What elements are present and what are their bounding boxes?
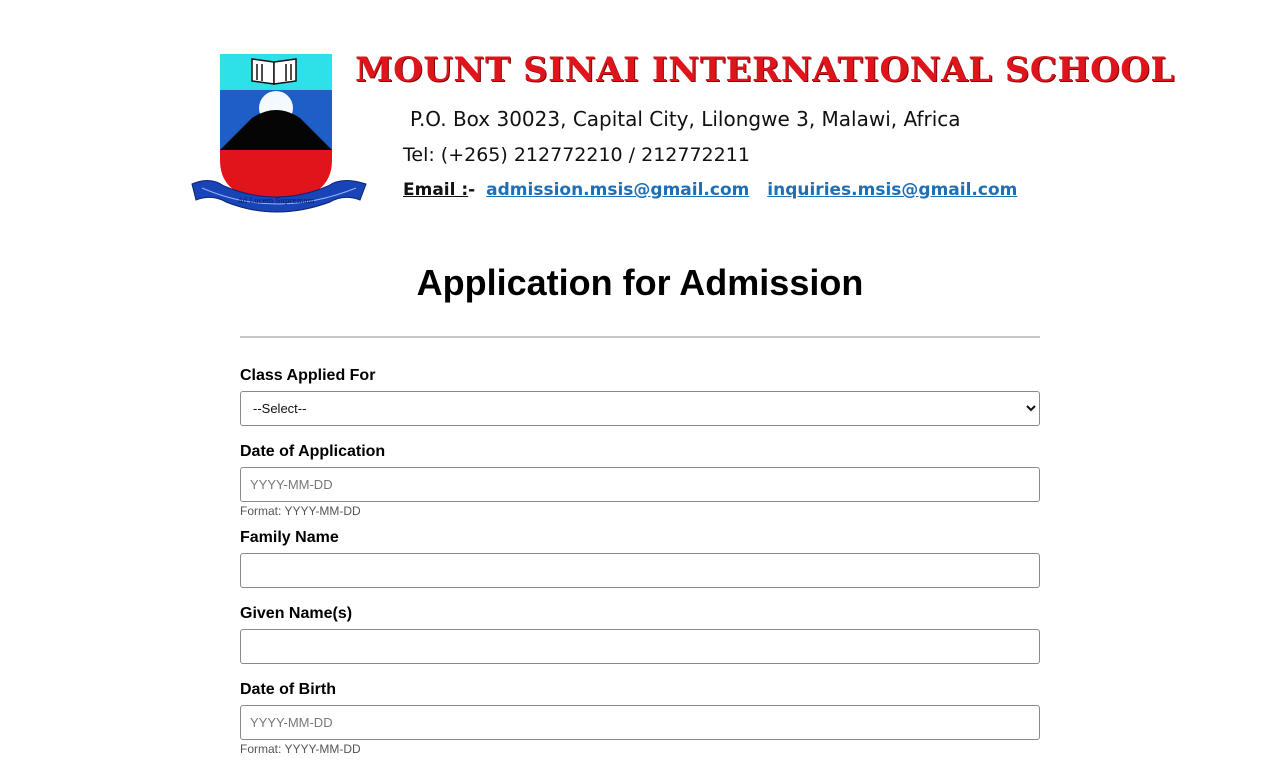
given-names-label: Given Name(s) [240,605,353,622]
divider [240,336,1040,338]
inquiries-email-link[interactable]: inquiries.msis@gmail.com [767,180,1018,200]
given-names-field [240,604,1040,664]
date-of-application-field [240,442,1040,518]
school-name: MOUNT SINAI INTERNATIONAL SCHOOL [355,50,1175,90]
class-applied-select[interactable] [240,391,1040,426]
admission-form [240,366,1040,766]
date-of-application-input[interactable] [240,467,1040,502]
class-applied-label: Class Applied For [240,367,376,384]
family-name-field [240,528,1040,588]
date-of-birth-input[interactable] [240,705,1040,740]
admission-email-link[interactable]: admission.msis@gmail.com [486,180,750,200]
date-of-application-label: Date of Application [240,443,386,460]
class-applied-field [240,366,1040,426]
open-book-icon [252,59,296,84]
email-separator: - [468,180,476,200]
family-name-input[interactable] [240,553,1040,588]
email-label: Email : [403,180,469,200]
date-of-birth-label: Date of Birth [240,681,336,698]
school-crest-logo [190,50,368,212]
crest-motto: Ad Lucem Supremam [237,197,315,205]
date-of-birth-hint: Format: YYYY-MM-DD [240,742,361,756]
school-address: P.O. Box 30023, Capital City, Lilongwe 3, Malawi, Africa [410,107,961,131]
email-row [403,180,1017,200]
date-of-application-hint: Format: YYYY-MM-DD [240,504,361,518]
letterhead [190,46,1175,216]
school-telephone: Tel: (+265) 212772210 / 212772211 [403,144,750,166]
given-names-input[interactable] [240,629,1040,664]
page-title: Application for Admission [416,262,864,303]
family-name-label: Family Name [240,529,339,546]
date-of-birth-field [240,680,1040,756]
